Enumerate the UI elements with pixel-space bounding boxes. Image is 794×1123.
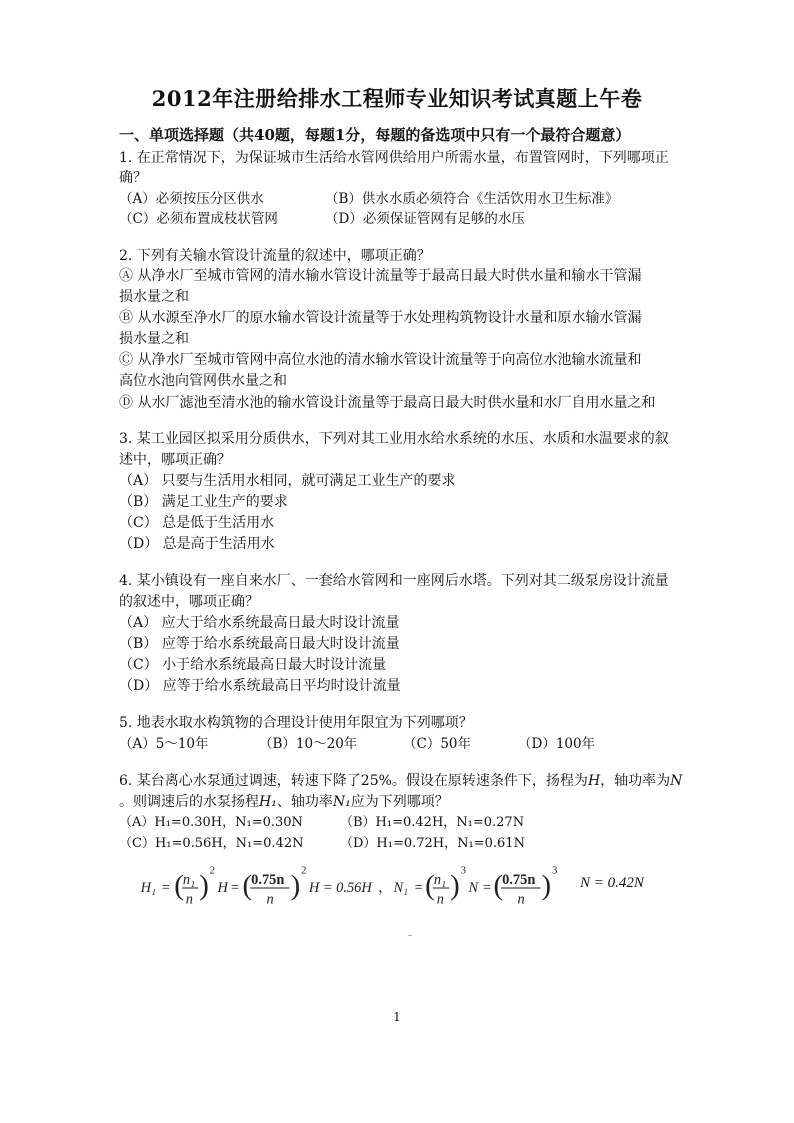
- q4-option-c: （C） 小于给水系统最高日最大时设计流量: [119, 657, 387, 673]
- q2-option-d: Ⓓ 从水厂滤池至清水池的输水管设计流量等于最高日最大时供水量和水厂自用水量之和: [119, 395, 656, 411]
- q2-option-a: Ⓐ 从净水厂至城市管网的清水输水管设计流量等于最高日最大时供水量和输水干管漏: [119, 268, 642, 284]
- q2-stem: 2. 下列有关输水管设计流量的叙述中，哪项正确？: [119, 248, 431, 264]
- q6-stem-text-3: 。则调速后的水泵扬程: [119, 794, 259, 810]
- formula-exp-3-b: 3: [552, 865, 558, 877]
- q1-option-d: （D）必须保证管网有足够的水压: [325, 211, 525, 227]
- formula-den-n-1: n: [185, 891, 193, 908]
- q5-option-d: （D）100年: [518, 736, 596, 752]
- formula-den-n-4: n: [517, 891, 525, 908]
- q3-stem-line1: 3. 某工业园区拟采用分质供水，下列对其工业用水给水系统的水压、水质和水温要求的叙: [119, 431, 669, 447]
- q3-option-a: （A） 只要与生活用水相同，就可满足工业生产的要求: [119, 473, 456, 489]
- formula-exp-2-a: 2: [209, 865, 216, 877]
- formula-num-coef-2: 0.75n: [502, 872, 536, 889]
- formula-h-result: H = 0.56H: [308, 879, 372, 896]
- formula-exp-3-a: 3: [460, 865, 467, 877]
- q2-option-c: Ⓒ 从净水厂至城市管网中高位水池的清水输水管设计流量等于向高位水池输水流量和: [119, 352, 642, 368]
- q4-option-a: （A） 应大于给水系统最高日最大时设计流量: [119, 615, 400, 631]
- q6-option-a: （A）H₁=0.30H，N₁=0.30N: [119, 815, 303, 830]
- q6-stem-text-5: 应为下列哪项？: [350, 794, 449, 810]
- q6-var-h1: H₁: [259, 794, 277, 810]
- formula-paren-close-4: ): [541, 869, 552, 902]
- q2-option-c-cont: 高位水池向管网供水量之和: [119, 373, 287, 389]
- formula-h1-lhs: H₁: [140, 879, 156, 896]
- formula-den-n-3: n: [436, 891, 444, 908]
- q1-option-c: （C）必须布置成枝状管网: [119, 211, 278, 227]
- q2-option-a-cont: 损水量之和: [119, 289, 189, 305]
- formula-h-var-1: H: [217, 879, 228, 896]
- q6-var-n1: N₁: [332, 794, 351, 810]
- formula-paren-close-2: ): [290, 869, 301, 902]
- q6-option-d: （D）H₁=0.72H，N₁=0.61N: [340, 836, 525, 851]
- formula-exp-2-b: 2: [301, 865, 307, 877]
- q1-stem-line1: 1. 在正常情况下，为保证城市生活给水管网供给用户所需水量，布置管网时，下列哪项正: [119, 150, 669, 166]
- q1-stem-line2: 确？: [119, 170, 147, 186]
- formula-n-var-1: N: [468, 879, 479, 896]
- q3-option-d: （D） 总是高于生活用水: [119, 536, 275, 552]
- q3-stem-line2: 述中，哪项正确？: [119, 452, 231, 468]
- formula-comma: ，: [378, 879, 393, 896]
- q6-option-c: （C）H₁=0.56H，N₁=0.42N: [119, 836, 304, 851]
- q4-stem-line1: 4. 某小镇设有一座自来水厂、一套给水管网和一座网后水塔。下列对其二级泵房设计流量: [119, 573, 669, 589]
- formula-paren-close-1: ): [199, 869, 209, 902]
- formula-paren-open-2: (: [242, 869, 253, 902]
- q6-stem-text-2: ，轴功率为: [600, 773, 671, 789]
- section-heading: 一、单项选择题（共40题，每题1分，每题的备选项中只有一个最符合题意）: [119, 126, 631, 144]
- q5-option-a: （A）5～10年: [119, 736, 209, 752]
- q5-option-c: （C）50年: [403, 736, 472, 752]
- q6-stem-text-4: 、轴功率: [276, 794, 333, 810]
- q6-stem-line2: [119, 792, 449, 812]
- stray-mark: -: [408, 928, 413, 942]
- formula-eq-2: =: [230, 879, 240, 896]
- formula-den-n-2: n: [266, 891, 274, 908]
- q4-option-d: （D） 应等于给水系统最高日平均时设计流量: [119, 678, 401, 694]
- q4-stem-line2: 的叙述中，哪项正确？: [119, 594, 259, 610]
- q6-stem-text-1: 6. 某台离心水泵通过调速，转速下降了25%。假设在原转速条件下，扬程为: [119, 773, 588, 789]
- q3-option-b: （B） 满足工业生产的要求: [119, 494, 288, 510]
- formula-n-result: N = 0.42N: [580, 875, 644, 891]
- formula-num-n1-1: n₁: [182, 872, 196, 889]
- q6-var-n: N: [670, 773, 683, 789]
- q6-option-b: （B）H₁=0.42H，N₁=0.27N: [340, 815, 525, 830]
- q2-option-b: Ⓑ 从水源至净水厂的原水输水管设计流量等于水处理构筑物设计水量和原水输水管漏: [119, 310, 642, 326]
- formula-paren-close-3: ): [450, 869, 460, 902]
- q5-stem: 5. 地表水取水构筑物的合理设计使用年限宜为下列哪项？: [119, 715, 473, 731]
- q6-stem-line1: [119, 771, 682, 791]
- q6-var-h: H: [587, 773, 601, 789]
- formula-eq-1: =: [161, 879, 170, 896]
- q1-option-b: （B）供水水质必须符合《生活饮用水卫生标准》: [325, 191, 619, 207]
- formula-paren-open-4: (: [493, 869, 504, 902]
- formula-n1-lhs: N₁: [393, 879, 409, 896]
- q3-option-c: （C） 总是低于生活用水: [119, 515, 275, 531]
- q5-option-b: （B）10～20年: [259, 736, 358, 752]
- q2-option-b-cont: 损水量之和: [119, 331, 189, 347]
- page-number: 1: [393, 1010, 401, 1024]
- formula-eq-3: =: [414, 879, 423, 896]
- formula-paren-open-1: (: [174, 869, 184, 902]
- formula-eq-4: =: [482, 879, 492, 896]
- page-title: 2012年注册给排水工程师专业知识考试真题上午卷: [151, 86, 643, 111]
- formula-paren-open-3: (: [425, 869, 435, 902]
- q1-option-a: （A）必须按压分区供水: [119, 191, 264, 207]
- formula-num-n1-2: n₁: [433, 872, 447, 889]
- formula-affinity-laws: [130, 862, 580, 912]
- q4-option-b: （B） 应等于给水系统最高日最大时设计流量: [119, 636, 400, 652]
- formula-num-coef-1: 0.75n: [251, 872, 285, 889]
